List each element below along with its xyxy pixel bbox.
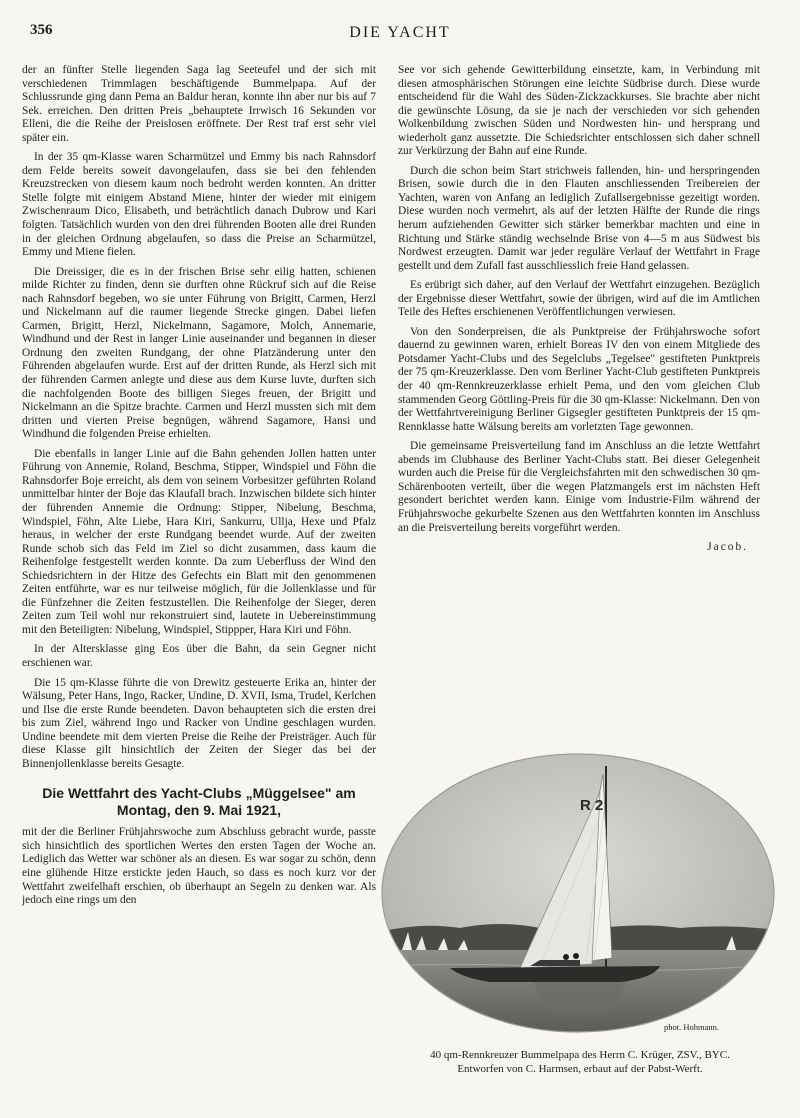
paragraph: Von den Sonderpreisen, die als Punktpreise der Frühjahrswoche sofort dauernd zu gewinnen waren, erhielt Boreas IV den von einem Mitgliede des Potsdamer Yacht-Clubs und des Segelclubs „Tegelsee" gestifteten Punktpreis der 75 qm-Kreuzerklasse. Den vom Berliner Yacht-Club gestifteten Punktpreis der 40 qm-Rennkreuzerklasse erhielt Pema, und den vom gleichen Club stammenden Georg Göttling-Preis für die 30 qm-Klasse: Nickelmann. Den von der Wettfahrtvereinigung Berliner Gigsegler gestifteten Punktpreis der 15 qm-Rennklasse hatte Wälsung bereits am vorletzten Tage gewonnen. [398, 325, 760, 433]
section-heading: Die Wettfahrt des Yacht-Clubs „Müggelsee" am Montag, den 9. Mai 1921, [42, 785, 356, 818]
paragraph: In der Altersklasse ging Eos über die Bahn, da sein Gegner nicht erschienen war. [22, 643, 376, 669]
figure-caption [380, 1048, 780, 1076]
right-column [398, 64, 760, 555]
paragraph: der an fünfter Stelle liegenden Saga lag Seeteufel und der sich mit verschiedenen Trimmlagen beschäftigende Bummelpapa. Auf der Schlussrunde ging dann Pema an Baldur heran, konnte ihn aber nur bis auf 7 Sek. erreichen. Den dritten Preis „behauptete Irrwisch 16 Sekunden vor Elleni, die die Reihe der Preislosen eröffnete. Der Rest traf erst sehr viel später ein. [22, 64, 376, 144]
paragraph: Die ebenfalls in langer Linie auf die Bahn gehenden Jollen hatten unter Führung von Annemie, Roland, Beschma, Stipper, Windspiel und Föhn die Rahnsdorfer Boje erreicht, als dem von seinem Vorbesitzer geführten Roland unmittelbar hinter der Boje das Klaufall brach. Inzwischen bildete sich hinter der führenden Annemie die Ordnung: Stipper, Nibelung, Beschma, Windspiel, Föhn, Alte Liebe, Hara Kiri, Sankurru, Ullja, Hexe und Pfalz heraus, in welcher der erste Rundgang beendet wurde. Auf der zweiten Runde schob sich das Feld im Ziel so dicht zusammen, dass kaum die Reihenfolge festgestellt werden konnte. Da zum Ueberfluss der Wind den Schiedsrichtern in der Hitze des Gefechts ein Blatt mit den genommenen Zeiten entführte, war es nur teilweise möglich, für die Jollenklasse und für die Fünfzehner die Zeiten festzustellen. Die Reihenfolge der Sieger, deren Zeiten zum Teil wohl nur rekonstruiert sind, lautete in Uebereinstimmung mit den Beteiligten: Nibelung, Windspiel, Stippper, Hara Kiri und Föhn. [22, 447, 376, 636]
sailboat-photo-image [380, 752, 776, 1034]
paragraph: mit der die Berliner Frühjahrswoche zum Abschluss gebracht wurde, passte sich hinsichtlich des sportlichen Wertes den ersten Tagen der Woche an. Lediglich das Wetter war schöner als an diesen. Es war sogar zu schön, denn eine glühende Hitze erstickte jeden Hauch, so dass es noch kurz vor der Wettfahrt zweifelhaft erschien, ob überhaupt an Segeln zu denken war. Als jedoch eine rings um den [22, 826, 376, 907]
paragraph: Die Dreissiger, die es in der frischen Brise sehr eilig hatten, schienen milde Richter zu finden, denn sie durften ohne Rückruf sich auf die Reise nach Rahnsdorf begeben, wo sie unter Führung von Brigitt, Carmen, Herzl und Nickelmann auf die raumer liegende Strecke gingen. Dabei liefen Carmen, Brigitt, Herzl, Nickelmann, Sagamore, Molch, Annemarie, Windhund und der Rest in langer Linie auseinander und begannen in dieser Ordnung den zweiten Rundgang, der ohne Platzänderung unter den Führenden abgelaufen wurde. Erst auf der dritten Runde, als Herzl sich mit der führenden Carmen anlegte und diese aus dem Kurse luvte, durften sich die nachfolgenden Boote des billigen Sieges freuen, der Brigitt und Nickelmann an die Spitze brachte. Carmen und Herzl mussten sich mit dem dritten und vierten Preise begnügen, während Sagamore, Hansi und Windhund die folgenden Preise erhielten. [22, 265, 376, 441]
paragraph: In der 35 qm-Klasse waren Scharmützel und Emmy bis nach Rahnsdorf dem Felde bereits soweit davongelaufen, dass sie bei den fehlenden Kreuzstrecken von diesem kaum noch bedroht werden konnten. An dritter Stelle folgte mit einigem Abstand Miene, hinter der wieder mit einigem Zwischenraum Dico, Elisabeth, und beträchtlich danach Dubrow und Kari folgten. Tatsächlich wurden von den drei führenden Booten alle drei Runden in der gleichen Ordnung abgelaufen, so dass die Preise an Scharmützel, Emmy und Miene fielen. [22, 151, 376, 259]
paragraph: Durch die schon beim Start strichweis fallenden, hin- und herspringenden Brisen, sowie durch die in den Flauten anschliessenden Treibereien der Yachten, waren von Anfang an lediglich Zufallsergebnisse gezeitigt worden. Diese wurden noch vermehrt, als auf der letzten Hälfte der Runde die rings herum aufziehenden Gewitter sich stärker bemerkbar machten und eine in Richtung und Stärke ständig wechselnde Brise von 4—5 m aus Südwest bis Nordwest erzeugten. Damit war jeder reguläre Verlauf der Wettfahrt in Frage gestellt und dem Zufall fast ausschliesslich freie Hand gelassen. [398, 164, 760, 272]
page-number: 356 [30, 22, 53, 38]
photo-credit: phot. Hohmann. [664, 1022, 720, 1032]
paragraph: Es erübrigt sich daher, auf den Verlauf der Wettfahrt einzugehen. Bezüglich der Ergebnisse dieser Wettfahrt, sowie der übrigen, wird auf die im Amtlichen Teile des Heftes erschienenen Veröffentlichungen verwiesen. [398, 279, 760, 319]
paragraph: See vor sich gehende Gewitterbildung einsetzte, kam, in Verbindung mit diesen atmosphärischen Störungen eine leichte Südbrise durch. Diese wurde entscheidend für die Wahl des Süden-Zickzackkurses. Sie brachte aber nicht die gewünschte Lösung, da sie je nach der verschieden vor sich gehenden Wolkenbildung zwischen Süden und Nordwesten hin- und hersprang und wiederholt ganz aussetzte. Die Schiedsrichter entschlossen sich daher schnell zur Verkürzung der Bahn auf eine Runde. [398, 64, 760, 158]
caption-line: Entworfen von C. Harmsen, erbaut auf der Pabst-Werft. [457, 1063, 703, 1075]
running-title: DIE YACHT [349, 24, 451, 41]
left-column [22, 64, 376, 914]
author-signature: Jacob. [707, 541, 748, 554]
caption-line: 40 qm-Rennkreuzer Bummelpapa des Herrn C. Krüger, ZSV., BYC. [430, 1049, 730, 1061]
paragraph: Die 15 qm-Klasse führte die von Drewitz gesteuerte Erika an, hinter der Wälsung, Peter Hans, Ingo, Racker, Undine, D. XVII, Isma, Trudel, Kerlchen und Ilse die erste Runde beendeten. Davon behaupteten sich die ersten drei bis zum Ziel, während Ingo und Racker von Undine geschlagen wurden. Undine beendete mit dem vierten Preise die Reihe der Preisträger. Auch für diese Klasse gilt hinsichtlich der Zeiten der Sieger das bei der Binnenjollenklasse bereits Gesagte. [22, 676, 376, 770]
sailboat-photo [380, 752, 776, 1034]
sail-number: R 2 [580, 797, 604, 814]
paragraph: Die gemeinsame Preisverteilung fand im Anschluss an die letzte Wettfahrt abends im Clubhause des Berliner Yacht-Clubs statt. Bei dieser Gelegenheit wurden auch die Preise für die Vergleichsfahrten mit den schwedischen 30 qm-Schärenbooten verteilt, über die wegen Platzmangels erst im nächsten Heft gesondert berichtet werden kann. Einige vom Industrie-Film während der Frühjahrswoche gekurbelte Szenen aus den Wettfahrten konnten im Anschluss an die Preisverteilung bereits vorgeführt werden. [398, 440, 760, 534]
